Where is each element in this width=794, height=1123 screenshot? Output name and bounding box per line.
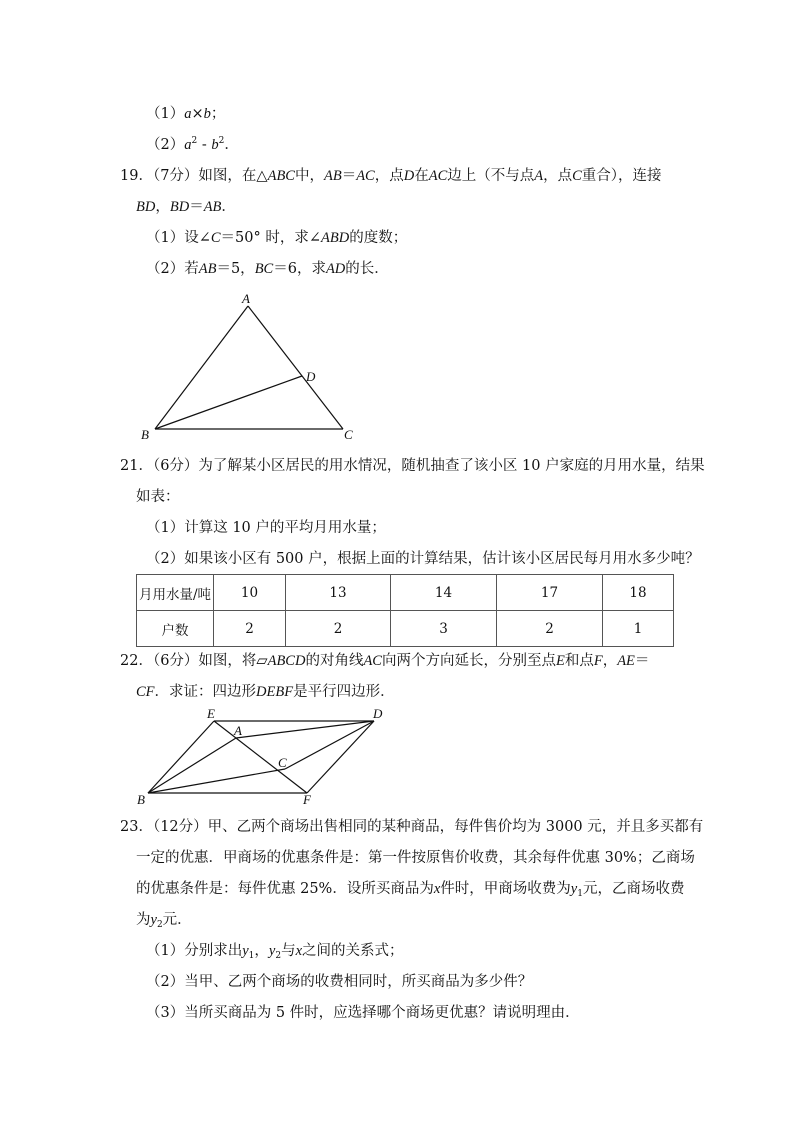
table-header-cell: 户数: [137, 611, 214, 647]
q22-stem-line2: CF．求证：四边形DEBF是平行四边形．: [136, 684, 395, 700]
table-cell: 10: [214, 575, 286, 611]
q23-sub1: （1）分别求出$y_1$，$y_2$与x之间的关系式；: [146, 943, 404, 961]
q23-stem-line4: 为$y_2$元．: [136, 912, 192, 930]
q22-stem-line1: 22．（6分）如图，将▱ABCD的对角线AC向两个方向延长，分别至点E和点F，AE＝: [120, 653, 650, 669]
label-d: D: [373, 706, 383, 721]
table-cell: 13: [286, 575, 391, 611]
table-cell: 2: [286, 611, 391, 647]
table-cell: 2: [214, 611, 286, 647]
segment-eb: [148, 721, 214, 793]
q23-stem-line3: 的优惠条件是：每件优惠 25%．设所买商品为x件时，甲商场收费为$y_1$元，乙商场收费: [136, 881, 685, 899]
q23-stem-line1: 23．（12分）甲、乙两个商场出售相同的某种商品，每件售价均为 3000 元，并且多买都有: [120, 819, 704, 835]
q19-stem-line2: BD，BD＝AB．: [136, 199, 236, 215]
q19-sub1: （1）设∠C＝50° 时，求∠ABD的度数；: [146, 230, 408, 246]
q21-stem-line2: 如表：: [136, 489, 180, 505]
q18-part1: （1）a×b；: [146, 106, 226, 122]
label-a: A: [234, 723, 242, 738]
table-cell: 18: [603, 575, 674, 611]
q21-sub2: （2）如果该小区有 500 户，根据上面的计算结果，估计该小区居民每月用水多少吨？: [146, 551, 700, 567]
q21-sub1: （1）计算这 10 户的平均月用水量；: [146, 520, 386, 536]
segment-cb: [148, 769, 285, 793]
segment-cd: [285, 721, 374, 769]
label-a: A: [242, 291, 250, 306]
label-b: B: [141, 427, 149, 442]
table-cell: 17: [497, 575, 603, 611]
label-c: C: [278, 755, 287, 770]
segment-df: [307, 721, 374, 793]
label-f: F: [303, 792, 311, 807]
diagonal-ef: [214, 721, 307, 793]
table-cell: 1: [603, 611, 674, 647]
table-cell: 2: [497, 611, 603, 647]
table-header-cell: 月用水量/吨: [137, 575, 214, 611]
segment-ad: [236, 721, 374, 738]
q23-stem-line2: 一定的优惠．甲商场的优惠条件是：第一件按原售价收费，其余每件优惠 30%；乙商场: [136, 850, 695, 866]
q19-stem-line1: 19．（7分）如图，在△ABC中，AB＝AC，点D在AC边上（不与点A，点C重合），连接: [120, 168, 662, 184]
q21-stem-line1: 21．（6分）为了解某小区居民的用水情况，随机抽查了该小区 10 户家庭的月用水量，结果: [120, 458, 705, 474]
q23-sub2: （2）当甲、乙两个商场的收费相同时，所买商品为多少件？: [146, 974, 533, 990]
q23-sub3: （3）当所买商品为 5 件时，应选择哪个商场更优惠？请说明理由．: [146, 1005, 580, 1021]
label-b: B: [137, 792, 145, 807]
table-cell: 14: [391, 575, 497, 611]
table-cell: 3: [391, 611, 497, 647]
label-d: D: [306, 369, 316, 384]
label-c: C: [344, 427, 353, 442]
q19-sub2: （2）若AB＝5，BC＝6，求AD的长．: [146, 261, 389, 277]
q18-part2: $(2)a^2 - b^2$．: [146, 136, 239, 153]
label-e: E: [207, 706, 215, 721]
